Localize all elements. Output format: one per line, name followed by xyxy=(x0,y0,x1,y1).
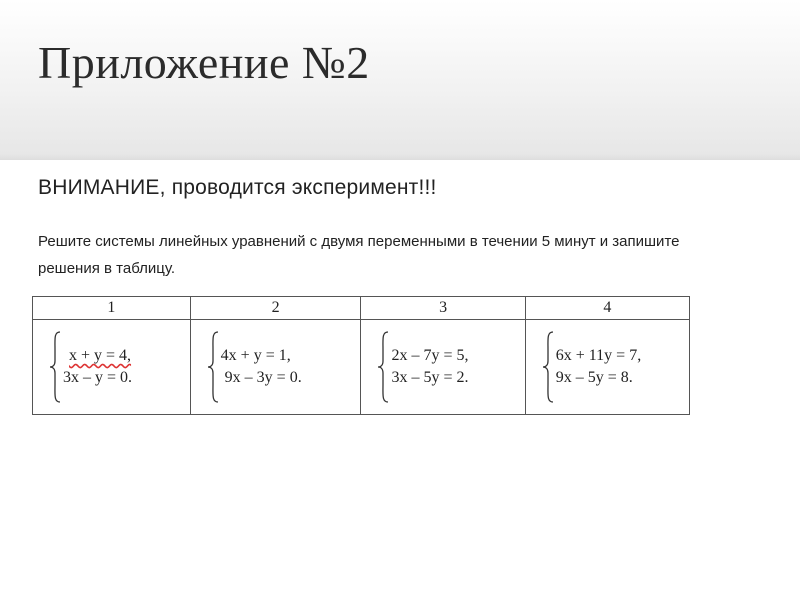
equation-2: 3x – y = 0. xyxy=(63,369,133,386)
equation-2: 9x – 5y = 8. xyxy=(555,369,633,386)
slide-title: Приложение №2 xyxy=(38,37,370,88)
column-header-2: 2 xyxy=(190,297,361,320)
equation-1: 2x – 7y = 5, xyxy=(391,347,469,364)
brace-icon xyxy=(542,331,554,403)
system-cell-2 xyxy=(190,320,361,415)
system-cell-1 xyxy=(33,320,191,415)
equation-system-3 xyxy=(377,331,524,403)
equation-2: 3x – 5y = 2. xyxy=(391,369,469,386)
equation-1: 4x + y = 1, xyxy=(220,347,291,364)
column-header-4: 4 xyxy=(525,297,689,320)
equation-1: 6x + 11y = 7, xyxy=(555,347,642,364)
systems-table xyxy=(32,296,690,415)
column-header-1: 1 xyxy=(33,297,191,320)
table-row xyxy=(33,320,690,415)
instructions-text: Решите системы линейных уравнений с двумя переменными в течении 5 минут и запишите решения в таблицу. xyxy=(38,233,680,277)
column-header-3: 3 xyxy=(361,297,525,320)
brace-icon xyxy=(49,331,61,403)
equation-system-2 xyxy=(207,331,361,403)
equation-system-4 xyxy=(542,331,689,403)
system-cell-3 xyxy=(361,320,525,415)
brace-icon xyxy=(377,331,389,403)
attention-heading: ВНИМАНИЕ, проводится эксперимент!!! xyxy=(38,176,437,199)
brace-icon xyxy=(207,331,219,403)
equation-system-1 xyxy=(49,331,190,403)
table-header-row xyxy=(33,297,690,320)
system-cell-4 xyxy=(525,320,689,415)
equation-1 xyxy=(63,345,132,367)
equation-1-text: x + y = 4, xyxy=(69,347,132,364)
equation-2: 9x – 3y = 0. xyxy=(224,369,302,386)
